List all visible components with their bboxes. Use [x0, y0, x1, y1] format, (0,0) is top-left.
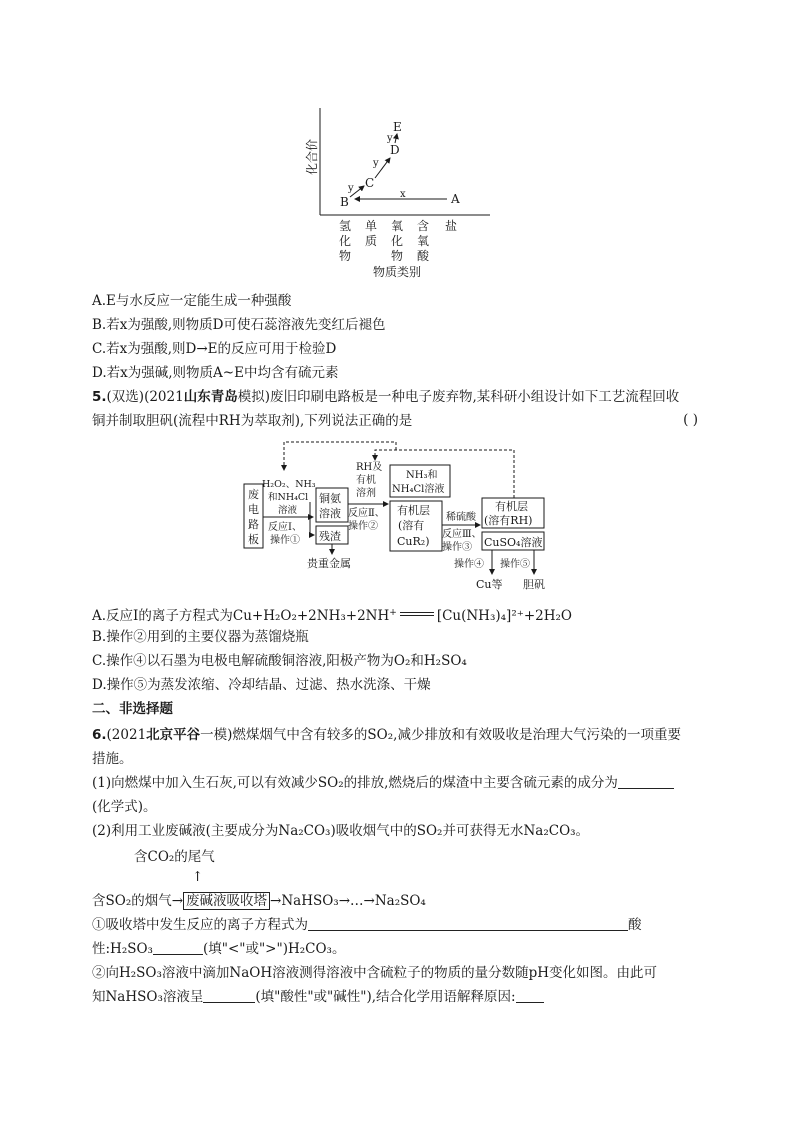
category-oxide-3: 物 [391, 249, 404, 263]
reaction2-line1: 反应Ⅱ、 [348, 508, 385, 519]
q6-stem-line2: 措施。 [92, 751, 133, 767]
rh-line2: 有机 [356, 475, 376, 486]
rh-line1: RH及 [356, 462, 383, 473]
reagent1-line3: 溶液 [278, 505, 298, 516]
copper-product: Cu等 [476, 578, 503, 591]
answer-blank-4[interactable] [203, 989, 255, 1003]
y-axis-label: 化合价 [305, 138, 319, 175]
q6-sub2-text2: (填"酸性"或"碱性"),结合化学用语解释原因: [255, 989, 516, 1005]
residue-text: 残渣 [319, 530, 341, 543]
flow-start: 含SO₂的烟气→ [92, 893, 184, 909]
q5-option-b: B.操作②用到的主要仪器为蒸馏烧瓶 [92, 629, 309, 645]
organic1-1: 有机层 [397, 504, 430, 517]
category-salt: 盐 [445, 219, 458, 233]
q6-tag: (2021 [106, 727, 147, 743]
q5-region: 山东青岛 [183, 389, 238, 405]
q6-stem-rest: 一模)燃煤烟气中含有较多的SO₂,减少排放和有效吸收是治理大气污染的一项重要 [200, 727, 681, 743]
q5-option-d: D.操作⑤为蒸发浓缩、冷却结晶、过滤、热水洗涤、干燥 [92, 677, 431, 693]
q5-option-a-prefix: A.反应Ⅰ的离子方程式为Cu+H₂O₂+2NH₃+2NH [92, 608, 390, 624]
q6-sub2-text: 知NaHSO₃溶液呈 [92, 989, 204, 1005]
reaction1-line1: 反应Ⅰ、 [268, 522, 302, 533]
label-y1: y [348, 183, 354, 194]
q6-sub1-line2 [92, 940, 345, 958]
point-a: A [451, 192, 460, 206]
q6-part2: (2)利用工业废碱液(主要成分为Na₂CO₃)吸收烟气中的SO₂并可获得无水Na₂CO₃。 [92, 823, 590, 839]
q6-number: 6. [92, 727, 107, 743]
q5-option-a-suffix: [Cu(NH₃)₄]²⁺+2H₂O [436, 608, 573, 624]
flow-end: →NaHSO₃→…→Na₂SO₄ [270, 893, 426, 909]
op4-label: 操作④ [454, 559, 484, 570]
category-labels [339, 218, 457, 263]
answer-blank-2[interactable] [308, 917, 628, 931]
q6-stem-line1 [92, 726, 681, 744]
q5-stem-line1 [92, 388, 679, 406]
organic2-2: (溶有RH) [484, 514, 533, 527]
precious-metal: 贵重金属 [307, 557, 351, 570]
q4-option-c: C.若x为强酸,则D→E的反应可用于检验D [92, 341, 337, 357]
nh3-1: NH₃和 [406, 470, 438, 481]
point-b: B [340, 195, 349, 209]
q6-sub1-text2: 性:H₂SO₃ [92, 941, 153, 957]
q6-sub1-acid: 酸 [628, 917, 642, 933]
label-y3: y [387, 133, 393, 144]
absorption-flow [92, 892, 426, 910]
answer-blank-5[interactable] [516, 989, 544, 1003]
q5-option-c: C.操作④以石墨为电极电解硫酸铜溶液,阳极产物为O₂和H₂SO₄ [92, 653, 467, 669]
cuso4-text: CuSO₄溶液 [484, 536, 543, 549]
q6-sub2-line1: ②向H₂SO₃溶液中滴加NaOH溶液测得溶液中含硫粒子的物质的量分数随pH变化如图。由此可 [92, 965, 658, 981]
waste-4: 板 [248, 533, 259, 546]
tail-gas-arrow: ↑ [192, 869, 204, 885]
valence-chart [0, 0, 794, 290]
equals-sign [400, 612, 434, 616]
reagent1-line2: 和NH₄Cl [268, 492, 309, 503]
q6-sub1-text: ①吸收塔中发生反应的离子方程式为 [92, 917, 308, 933]
q5-answer-paren: ( ) [683, 412, 698, 428]
waste-2: 电 [248, 503, 259, 516]
section-heading: 二、非选择题 [92, 701, 173, 717]
reagent1-line1: H₂O₂、NH₃ [262, 479, 316, 490]
category-element-2: 质 [365, 234, 378, 248]
label-x: x [400, 189, 406, 200]
process-flowchart [0, 432, 794, 602]
plus-sup: + [389, 608, 397, 618]
arrow-y-d-to-e [395, 134, 397, 143]
q6-sub2-line2 [92, 988, 544, 1006]
q5-option-a [92, 604, 572, 625]
category-hydride-2: 化 [339, 234, 352, 248]
q5-tag: (双选)(2021 [106, 389, 184, 405]
copper-ammonia-1: 铜氨 [319, 492, 341, 505]
q6-part1 [92, 774, 674, 792]
category-hydride-3: 物 [339, 249, 352, 263]
label-y2: y [373, 158, 379, 169]
organic2-1: 有机层 [495, 500, 528, 513]
category-element: 单 [365, 219, 378, 233]
q5-number: 5. [92, 389, 107, 405]
q6-region: 北京平谷 [146, 727, 201, 743]
category-oxide-2: 化 [391, 234, 404, 248]
reaction3-line1: 反应Ⅲ、 [442, 529, 482, 540]
waste-1: 废 [248, 488, 259, 501]
q5-stem-rest: 模拟)废旧印刷电路板是一种电子废弃物,某科研小组设计如下工艺流程回收 [237, 389, 680, 405]
tail-gas-label: 含CO₂的尾气 [134, 849, 215, 865]
absorption-tower-box: 废碱液吸收塔 [183, 892, 270, 910]
reaction1-line2: 操作① [270, 535, 300, 546]
q6-sub1-text3: (填"<"或">")H₂CO₃。 [202, 941, 346, 957]
dilute-acid: 稀硫酸 [446, 512, 476, 523]
nh3-2: NH₄Cl溶液 [392, 484, 445, 495]
organic1-3: CuR₂) [397, 535, 430, 548]
point-c: C [365, 176, 375, 190]
x-axis-label: 物质类别 [373, 265, 422, 279]
q6-part1-text: (1)向燃煤中加入生石灰,可以有效减少SO₂的排放,燃烧后的煤渣中主要含硫元素的成分为 [92, 775, 618, 791]
reaction3-line2: 操作③ [442, 542, 472, 553]
point-d: D [390, 143, 400, 157]
q6-part1-end: (化学式)。 [92, 799, 157, 815]
q4-option-a: A.E与水反应一定能生成一种强酸 [92, 293, 292, 309]
blue-vitriol-product: 胆矾 [523, 578, 545, 591]
rh-line3: 溶剂 [356, 488, 376, 499]
category-oxyacid: 含 [417, 219, 430, 233]
answer-blank-3[interactable] [153, 941, 203, 955]
answer-blank-1[interactable] [618, 775, 674, 789]
q6-sub1-line1 [92, 916, 642, 934]
q5-stem-line2: 铜并制取胆矾(流程中RH为萃取剂),下列说法正确的是 [92, 413, 413, 429]
q4-option-b: B.若x为强酸,则物质D可使石蕊溶液先变红后褪色 [92, 317, 386, 333]
category-oxyacid-2: 氧 [417, 234, 430, 248]
op5-label: 操作⑤ [500, 559, 530, 570]
copper-ammonia-2: 溶液 [319, 507, 341, 520]
category-oxide: 氧 [391, 219, 404, 233]
waste-3: 路 [248, 518, 259, 531]
point-e: E [393, 120, 402, 134]
reaction2-line2: 操作② [348, 521, 378, 532]
category-oxyacid-3: 酸 [417, 249, 430, 263]
category-hydride: 氢 [339, 219, 352, 233]
organic1-2: (溶有 [398, 519, 425, 532]
q4-option-d: D.若x为强碱,则物质A~E中均含有硫元素 [92, 365, 339, 381]
